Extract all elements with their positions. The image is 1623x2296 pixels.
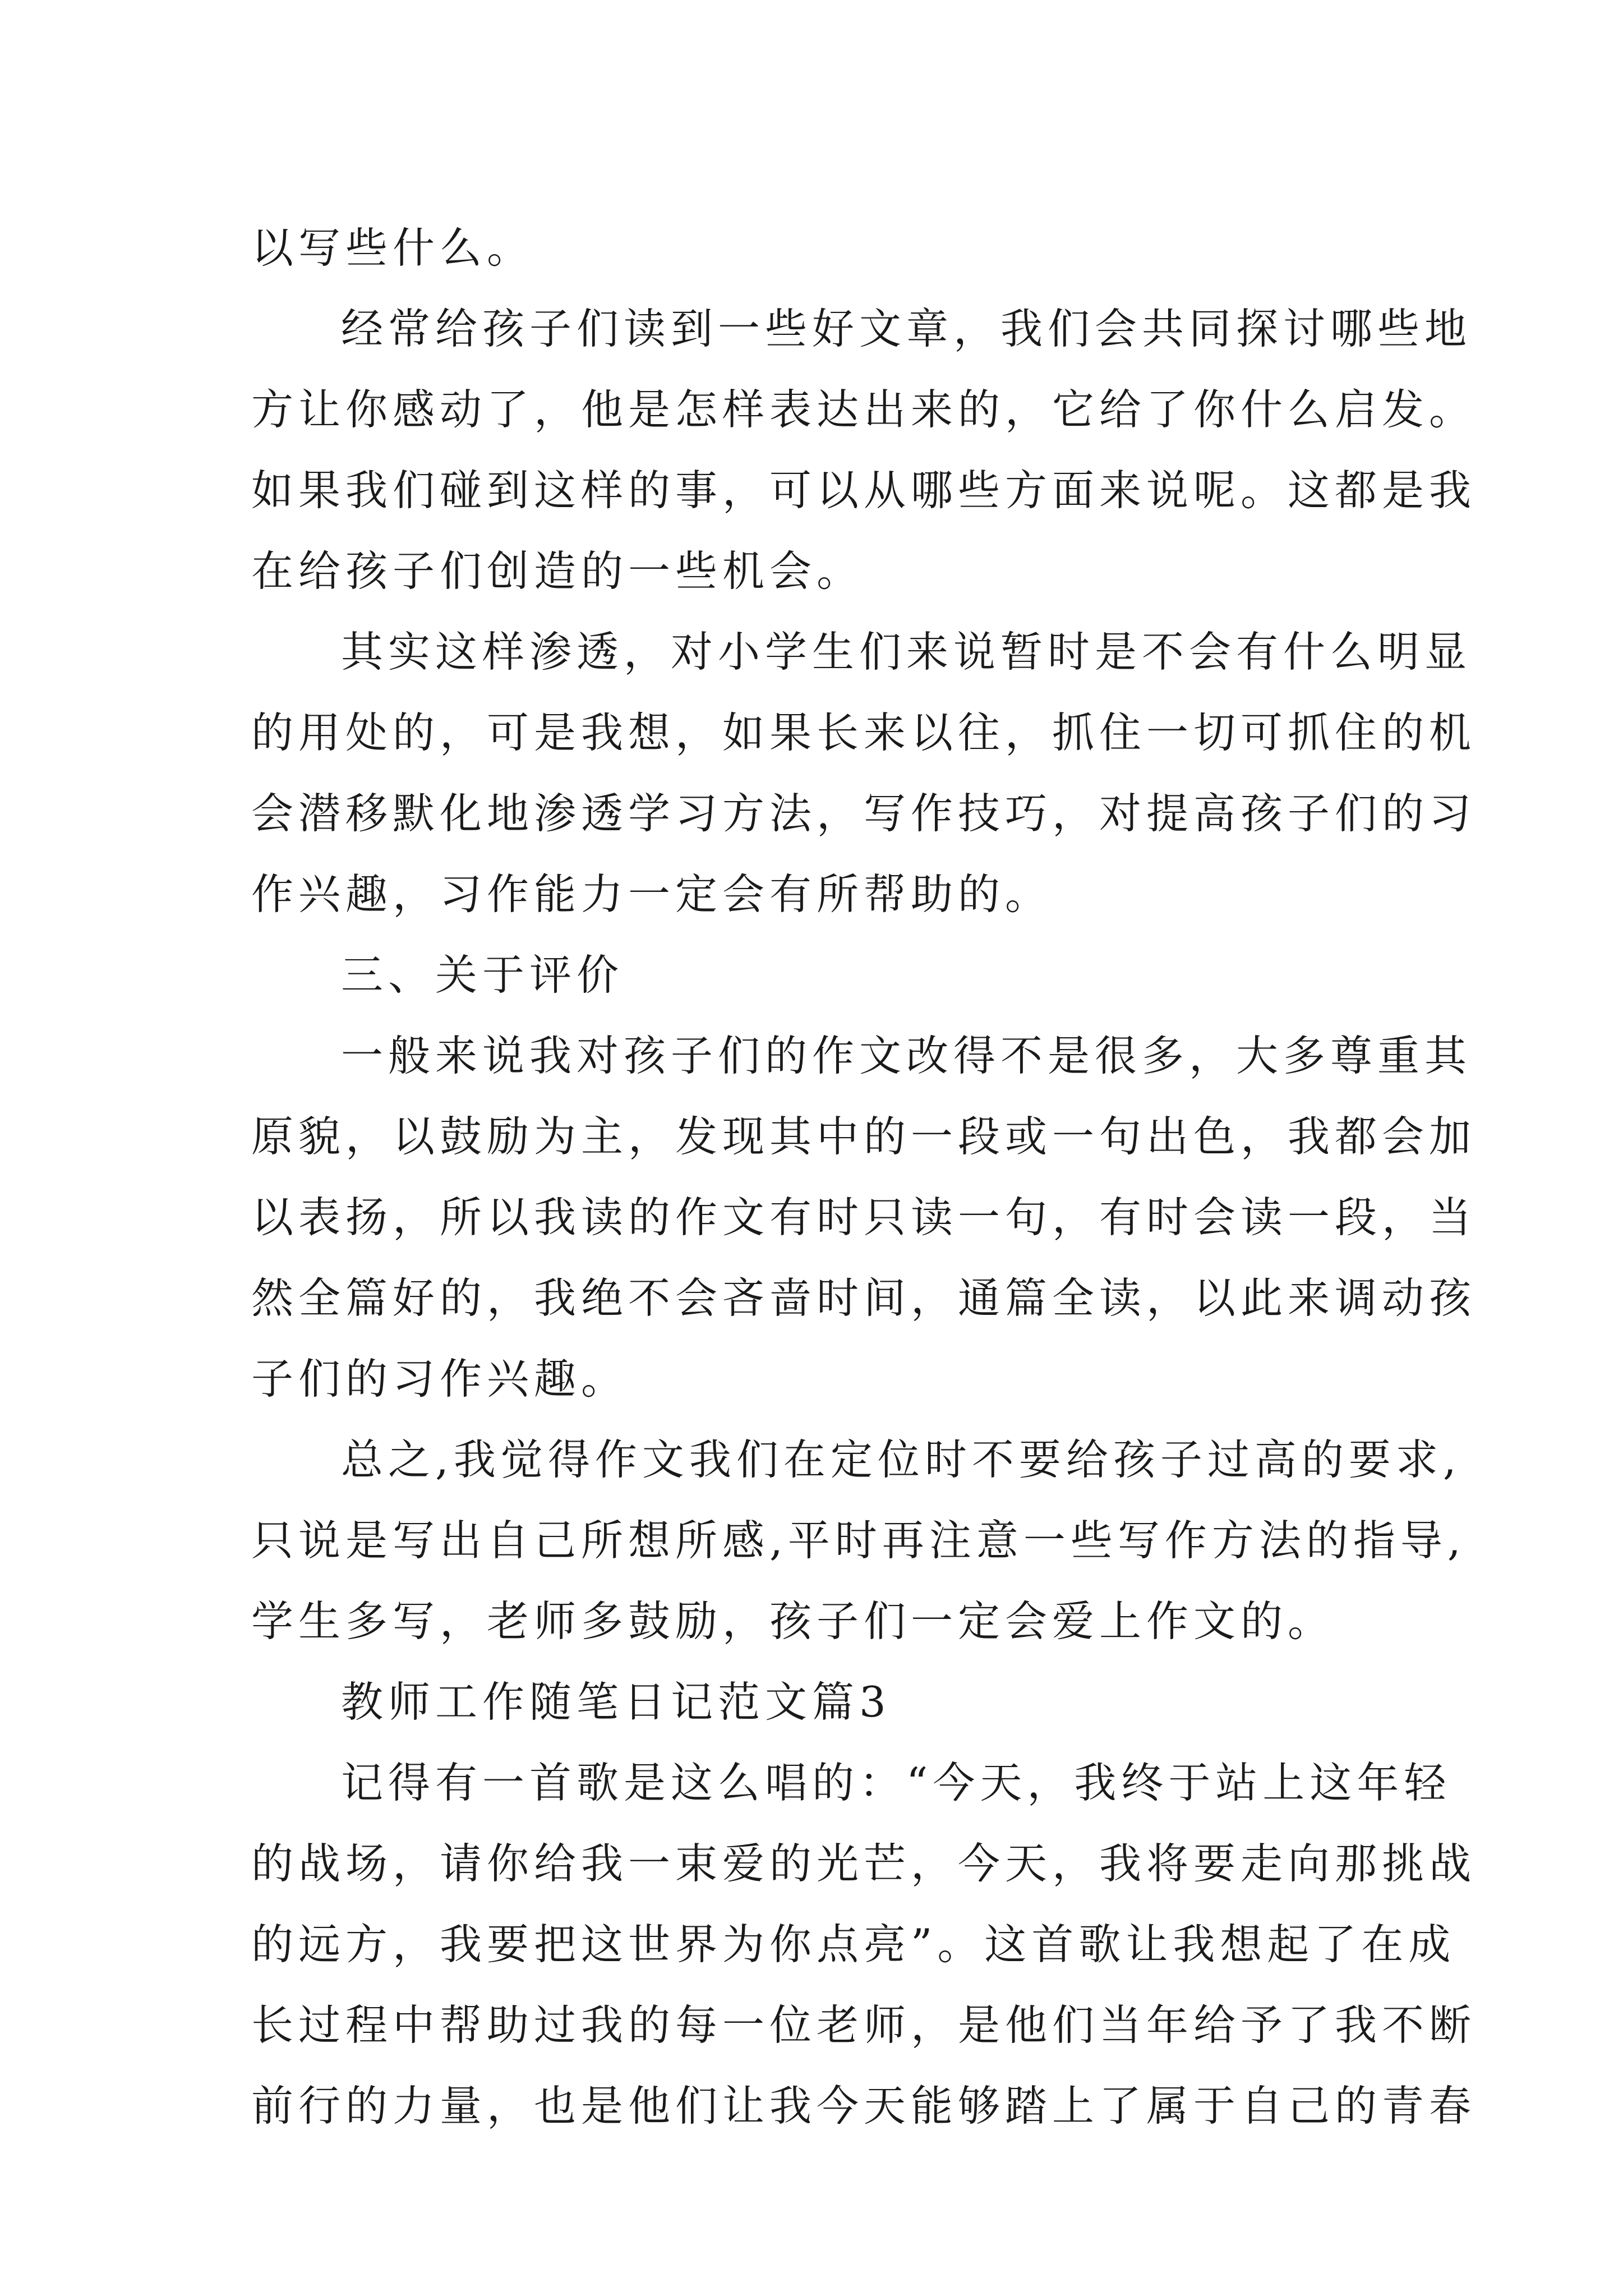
text-line: 方让你感动了，他是怎样表达出来的，它给了你什么启发。 [251, 385, 1477, 434]
paragraph [251, 1015, 1477, 1419]
text-line: 作兴趣，习作能力一定会有所帮助的。 [251, 869, 1053, 919]
paragraph [251, 288, 1477, 611]
text-line: 教师工作随笔日记范文篇3 [341, 1677, 891, 1727]
text-line: 的战场，请你给我一束爱的光芒，今天，我将要走向那挑战 [251, 1839, 1477, 1888]
text-line: 前行的力量，也是他们让我今天能够踏上了属于自己的青春 [251, 2081, 1477, 2131]
text-line: 原貌，以鼓励为主，发现其中的一段或一句出色，我都会加 [251, 1112, 1477, 1161]
text-line: 然全篇好的，我绝不会吝啬时间，通篇全读，以此来调动孩 [251, 1273, 1477, 1323]
text-line: 学生多写，老师多鼓励，孩子们一定会爱上作文的。 [251, 1596, 1335, 1646]
text-line: 其实这样渗透，对小学生们来说暂时是不会有什么明显 [341, 627, 1472, 677]
paragraph [251, 208, 1395, 288]
text-line: 如果我们碰到这样的事，可以从哪些方面来说呢。这都是我 [251, 466, 1477, 515]
text-line: 经常给孩子们读到一些好文章，我们会共同探讨哪些地 [341, 304, 1472, 353]
paragraph [251, 935, 1395, 1015]
paragraph [251, 611, 1477, 935]
document-body [251, 208, 1477, 2146]
text-line: 在给孩子们创造的一些机会。 [251, 546, 864, 596]
text-line: 记得有一首歌是这么唱的：“今天，我终于站上这年轻 [341, 1758, 1451, 1807]
text-line: 三、关于评价 [341, 950, 624, 1000]
text-line: 以写些什么。 [251, 223, 534, 273]
text-line: 会潜移默化地渗透学习方法，写作技巧，对提高孩子们的习 [251, 789, 1477, 838]
paragraph [251, 1742, 1477, 2146]
text-line: 长过程中帮助过我的每一位老师，是他们当年给予了我不断 [251, 2000, 1477, 2050]
text-line: 以表扬，所以我读的作文有时只读一句，有时会读一段，当 [251, 1193, 1477, 1242]
text-line: 的用处的，可是我想，如果长来以往，抓住一切可抓住的机 [251, 708, 1477, 757]
paragraph [251, 1662, 1395, 1742]
text-line: 子们的习作兴趣。 [251, 1354, 629, 1404]
paragraph [251, 1419, 1466, 1662]
text-line: 总之,我觉得作文我们在定位时不要给孩子过高的要求, [341, 1435, 1461, 1484]
text-line: 只说是写出自己所想所感,平时再注意一些写作方法的指导, [251, 1516, 1466, 1565]
text-line: 的远方，我要把这世界为你点亮”。这首歌让我想起了在成 [251, 1920, 1456, 1969]
text-line: 一般来说我对孩子们的作文改得不是很多，大多尊重其 [341, 1031, 1472, 1080]
